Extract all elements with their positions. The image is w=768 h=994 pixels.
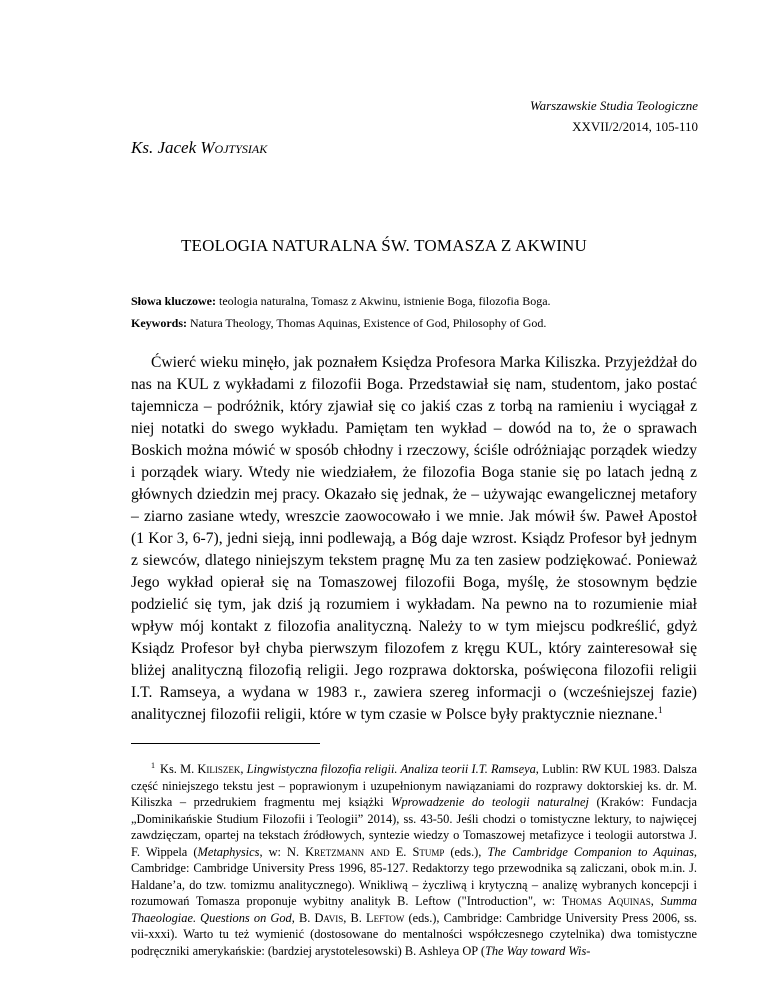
author-prefix: Ks. Jacek bbox=[131, 138, 201, 157]
keywords-english-value: Natura Theology, Thomas Aquinas, Existence of God, Philosophy of God. bbox=[187, 316, 547, 330]
footnote-1 bbox=[131, 761, 697, 959]
footnote-text: , B. bbox=[291, 910, 315, 925]
footnote-text: (Kraków: Fundacja „Dominikańskie Studium Filozofii i Teologii” 2014), ss. 43-50. Jeśli chodzi o tomistyczne lektury, to najwięcej zawdzięczam, opartej na tekstach źródłowych, syntezie wiedzy o Tomaszowej metafizyce i teologii autorstwa J. F. Wippela ( bbox=[131, 795, 698, 859]
footnote-author: Kretzmann and bbox=[305, 844, 390, 859]
footnote-text: Ks. M. bbox=[160, 762, 198, 776]
footnote-number: 1 bbox=[151, 761, 155, 770]
keywords-english bbox=[131, 312, 551, 334]
footnote-book-title: The Cambridge Companion to Aquinas bbox=[487, 844, 694, 859]
footnote-text: , B. bbox=[343, 910, 367, 925]
footnote-separator bbox=[131, 743, 320, 744]
journal-volume: XXVII/2/2014, 105-110 bbox=[572, 119, 698, 134]
footnote-book-title: Summa Thaeologiae. Questions on God bbox=[131, 894, 697, 925]
footnote-reference[interactable]: 1 bbox=[657, 705, 663, 715]
footnote-book-title: Lingwistyczna filozofia religii. Analiza teorii I.T. Ramseya bbox=[246, 762, 536, 776]
keywords-block bbox=[131, 290, 551, 334]
footnote-author: Stump bbox=[412, 844, 445, 859]
footnote-author: Leftow bbox=[366, 910, 405, 925]
footnote-text: , w: N. bbox=[259, 844, 306, 859]
footnote-book-title: The Way toward Wis- bbox=[484, 943, 591, 958]
keywords-polish bbox=[131, 290, 551, 312]
footnote-text: (eds.), bbox=[444, 844, 488, 859]
footnote-author: Davis bbox=[314, 910, 344, 925]
keywords-english-label: Keywords: bbox=[131, 316, 187, 330]
footnote-text: E. bbox=[389, 844, 413, 859]
footnote-author: Kiliszek bbox=[197, 762, 241, 776]
body-paragraph bbox=[131, 352, 697, 726]
footnote-text: , bbox=[650, 894, 661, 908]
footnote-book-title: Metaphysics bbox=[197, 844, 260, 859]
article-title: TEOLOGIA NATURALNA ŚW. TOMASZA Z AKWINU bbox=[180, 236, 588, 255]
keywords-polish-label: Słowa kluczowe: bbox=[131, 294, 216, 308]
footnote-book-title: Wprowadzenie do teologii naturalnej bbox=[391, 795, 589, 809]
author-name bbox=[131, 138, 267, 158]
footnote-text: , Cambridge: Cambridge University Press 1996, 85-127. Redaktorzy tego przewodnika są zaliczani, obok m.in. J. Haldane’a, do tzw. tomizmu analitycznego). Wnikliwą – życzliwą i krytyczną – analizę wybranych koncepcji i rozumowań Tomasza proponuje wybitny analityk B. Leftow ("Introduction", w: bbox=[131, 844, 698, 908]
footnote-text: (eds.), Cambridge: Cambridge University Press 2006, ss. vii-xxxi). Warto tu też wymienić (dostosowane do mentalności współczesnego czytelnika) dwa tomistyczne podręczniki amerykańskie: (bardziej arystotelesowski) B. Ashleya OP ( bbox=[131, 910, 697, 958]
footnote-text: , Lublin: RW KUL 1983. Dalsza część niniejszego tekstu jest – poprawionym i uzupełnionym nawiązaniami do rozprawy doktorskiej ks. dr. M. Kiliszka – przedrukiem fragmentu mej książki bbox=[131, 762, 697, 809]
body-paragraph-text: Ćwierć wieku minęło, jak poznałem Księdza Profesora Marka Kiliszka. Przyjeżdżał do nas na KUL z wykładami z filozofii Boga. Przedstawiał się nam, studentom, jako postać tajemnicza – podróżnik, który zjawiał się co jakiś czas z torbą na ramieniu i wyciągał z niej notatki do swego wykładu. Pamiętam ten wykład – dowód na to, że o sprawach Boskich można mówić w sposób chłodny i rzeczowy, ściśle odróżniając porządek wiedzy i porządek wiary. Wtedy nie wiedziałem, że filozofia Boga stanie się po latach jedną z głównych dziedzin mej pracy. Okazało się jednak, że – używając ewangelicznej metafory – ziarno zasiane wtedy, wreszcie zaowocowało i we mnie. Jak mówił św. Paweł Apostoł (1 Kor 3, 6-7), jedni sieją, inni podlewają, a Bóg daje wzrost. Ksiądz Profesor był jednym z siewców, dlatego niniejszym tekstem pragnę Mu za ten zasiew podziękować. Ponieważ Jego wykład opierał się na Tomaszowej filozofii Boga, myślę, że stosownym będzie podzielić się tym, jak dziś ją rozumiem i wykładam. Na pewno na to rozumienie miał wpływ mój kontakt z filozofia analityczną. Należy to w tym miejscu podkreślić, gdyż Ksiądz Profesor był chyba pierwszym filozofem z kręgu KUL, który zainteresował się bliżej analityczną filozofią religii. Jego rozprawa doktorska, poświęcona filozofii religii I.T. Ramseya, a wydana w 1983 r., zawiera szereg informacji o (wcześniejszej fazie) analitycznej filozofii religii, które w tym czasie w Polsce były praktycznie nieznane. bbox=[131, 354, 697, 723]
journal-header bbox=[530, 95, 698, 137]
footnote-author: Thomas Aquinas bbox=[561, 894, 651, 908]
journal-name: Warszawskie Studia Teologiczne bbox=[529, 98, 698, 113]
keywords-polish-value: teologia naturalna, Tomasz z Akwinu, istnienie Boga, filozofia Boga. bbox=[216, 294, 551, 308]
author-surname: Wojtysiak bbox=[200, 138, 268, 157]
footnote-text: , bbox=[240, 762, 247, 776]
